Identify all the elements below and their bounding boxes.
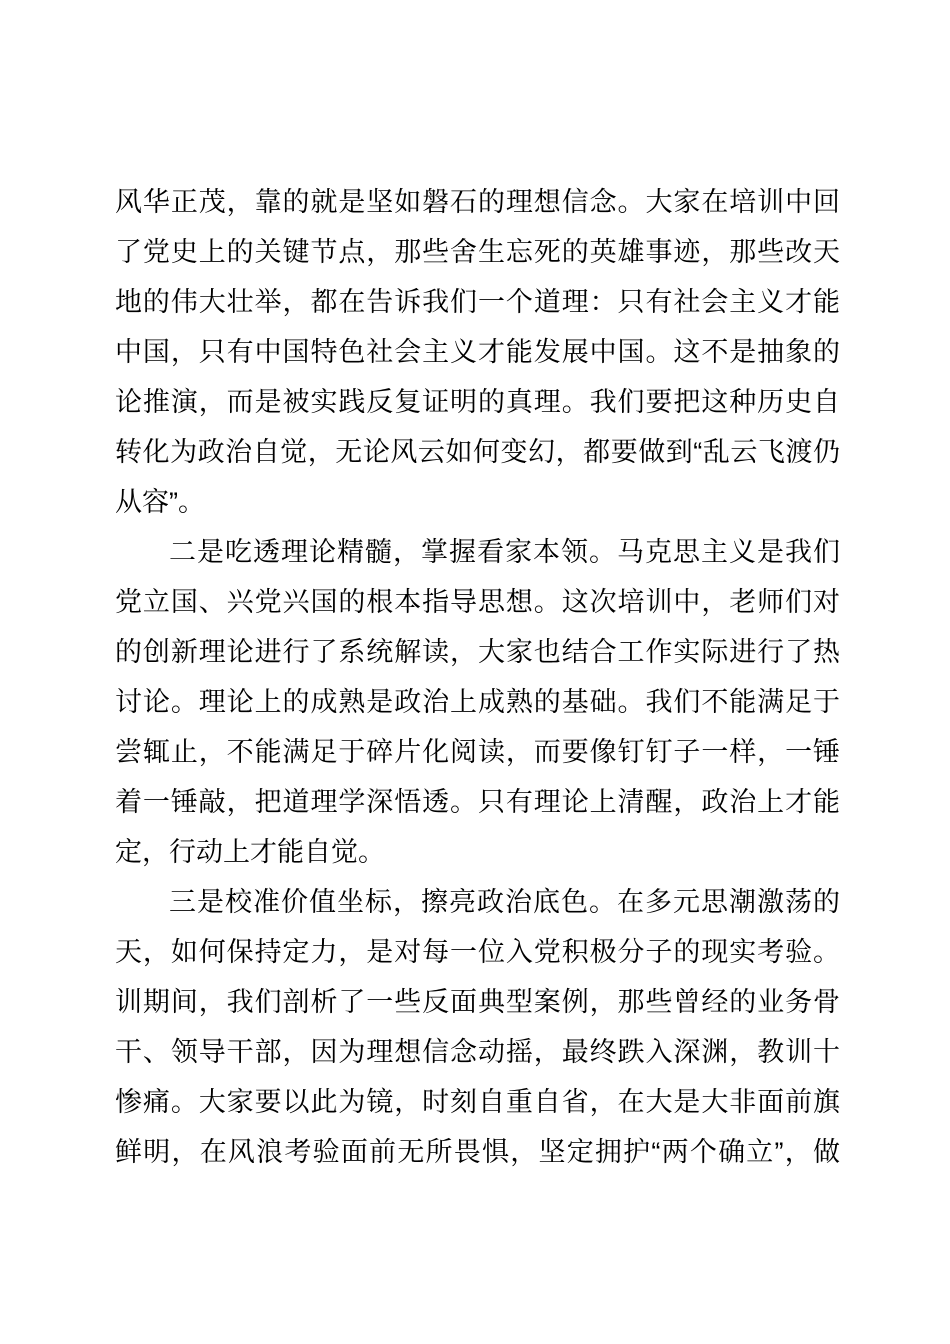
document-body xyxy=(115,177,840,1177)
text-line: 定，行动上才能自觉。 xyxy=(115,837,385,867)
text-line: 干、领导干部，因为理想信念动摇，最终跌入深渊，教训十 xyxy=(115,1037,840,1067)
text-line: 的创新理论进行了系统解读，大家也结合工作实际进行了热 xyxy=(115,637,840,667)
paragraph xyxy=(115,527,840,877)
text-line: 着一锤敲，把道理学深悟透。只有理论上清醒，政治上才能 xyxy=(115,787,840,817)
text-line: 从容”。 xyxy=(115,487,205,517)
text-line: 尝辄止，不能满足于碎片化阅读，而要像钉钉子一样，一锤 xyxy=(115,737,840,767)
text-line: 论推演，而是被实践反复证明的真理。我们要把这种历史自 xyxy=(115,387,840,417)
text-line: 党立国、兴党兴国的根本指导思想。这次培训中，老师们对 xyxy=(115,587,840,617)
text-line: 训期间，我们剖析了一些反面典型案例，那些曾经的业务骨 xyxy=(115,987,840,1017)
text-line: 转化为政治自觉，无论风云如何变幻，都要做到“乱云飞渡仍 xyxy=(115,437,840,467)
text-line: 地的伟大壮举，都在告诉我们一个道理：只有社会主义才能 xyxy=(115,287,840,317)
text-line: 中国，只有中国特色社会主义才能发展中国。这不是抽象的 xyxy=(115,337,840,367)
paragraph xyxy=(115,877,840,1177)
text-line: 了党史上的关键节点，那些舍生忘死的英雄事迹，那些改天 xyxy=(115,237,840,267)
paragraph xyxy=(115,177,840,527)
text-line: 鲜明，在风浪考验面前无所畏惧，坚定拥护“两个确立”，做 xyxy=(115,1137,840,1167)
text-line: 天，如何保持定力，是对每一位入党积极分子的现实考验。 xyxy=(115,937,840,967)
text-line: 二是吃透理论精髓，掌握看家本领。马克思主义是我们 xyxy=(169,537,840,567)
text-line: 三是校准价值坐标，擦亮政治底色。在多元思潮激荡的 xyxy=(169,887,840,917)
text-line: 风华正茂，靠的就是坚如磐石的理想信念。大家在培训中回 xyxy=(115,187,840,217)
text-line: 惨痛。大家要以此为镜，时刻自重自省，在大是大非面前旗 xyxy=(115,1087,840,1117)
text-line: 讨论。理论上的成熟是政治上成熟的基础。我们不能满足于 xyxy=(115,687,840,717)
